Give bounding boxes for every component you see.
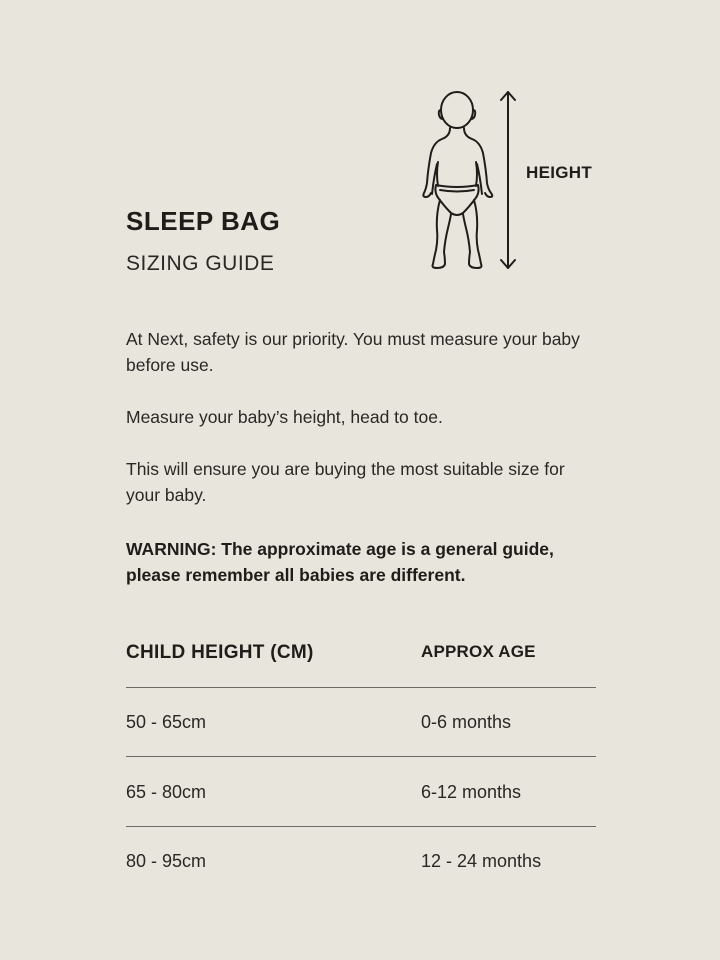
intro-paragraph: At Next, safety is our priority. You must measure your baby before use. (126, 329, 580, 375)
column-header-height: CHILD HEIGHT (CM) (126, 642, 314, 663)
divider (126, 826, 596, 827)
height-cell: 50 - 65cm (126, 712, 207, 732)
divider (126, 756, 596, 757)
height-cell: 65 - 80cm (126, 782, 207, 802)
page-subtitle: SIZING GUIDE (126, 252, 275, 275)
baby-outline-icon (418, 88, 528, 276)
height-cell: 80 - 95cm (126, 851, 207, 871)
page-title: SLEEP BAG (126, 206, 281, 236)
double-arrow-vertical-icon (501, 92, 515, 268)
column-header-age: APPROX AGE (421, 642, 536, 661)
divider (126, 687, 596, 688)
measure-paragraph: Measure your baby’s height, head to toe. (126, 407, 443, 427)
age-cell: 0-6 months (421, 712, 512, 732)
age-cell: 12 - 24 months (421, 851, 542, 871)
height-label: HEIGHT (526, 163, 593, 182)
suitability-paragraph: This will ensure you are buying the most suitable size for your baby. (126, 459, 565, 505)
age-cell: 6-12 months (421, 782, 522, 802)
warning-paragraph: WARNING: The approximate age is a general guide, please remember all babies are different. (126, 539, 554, 585)
